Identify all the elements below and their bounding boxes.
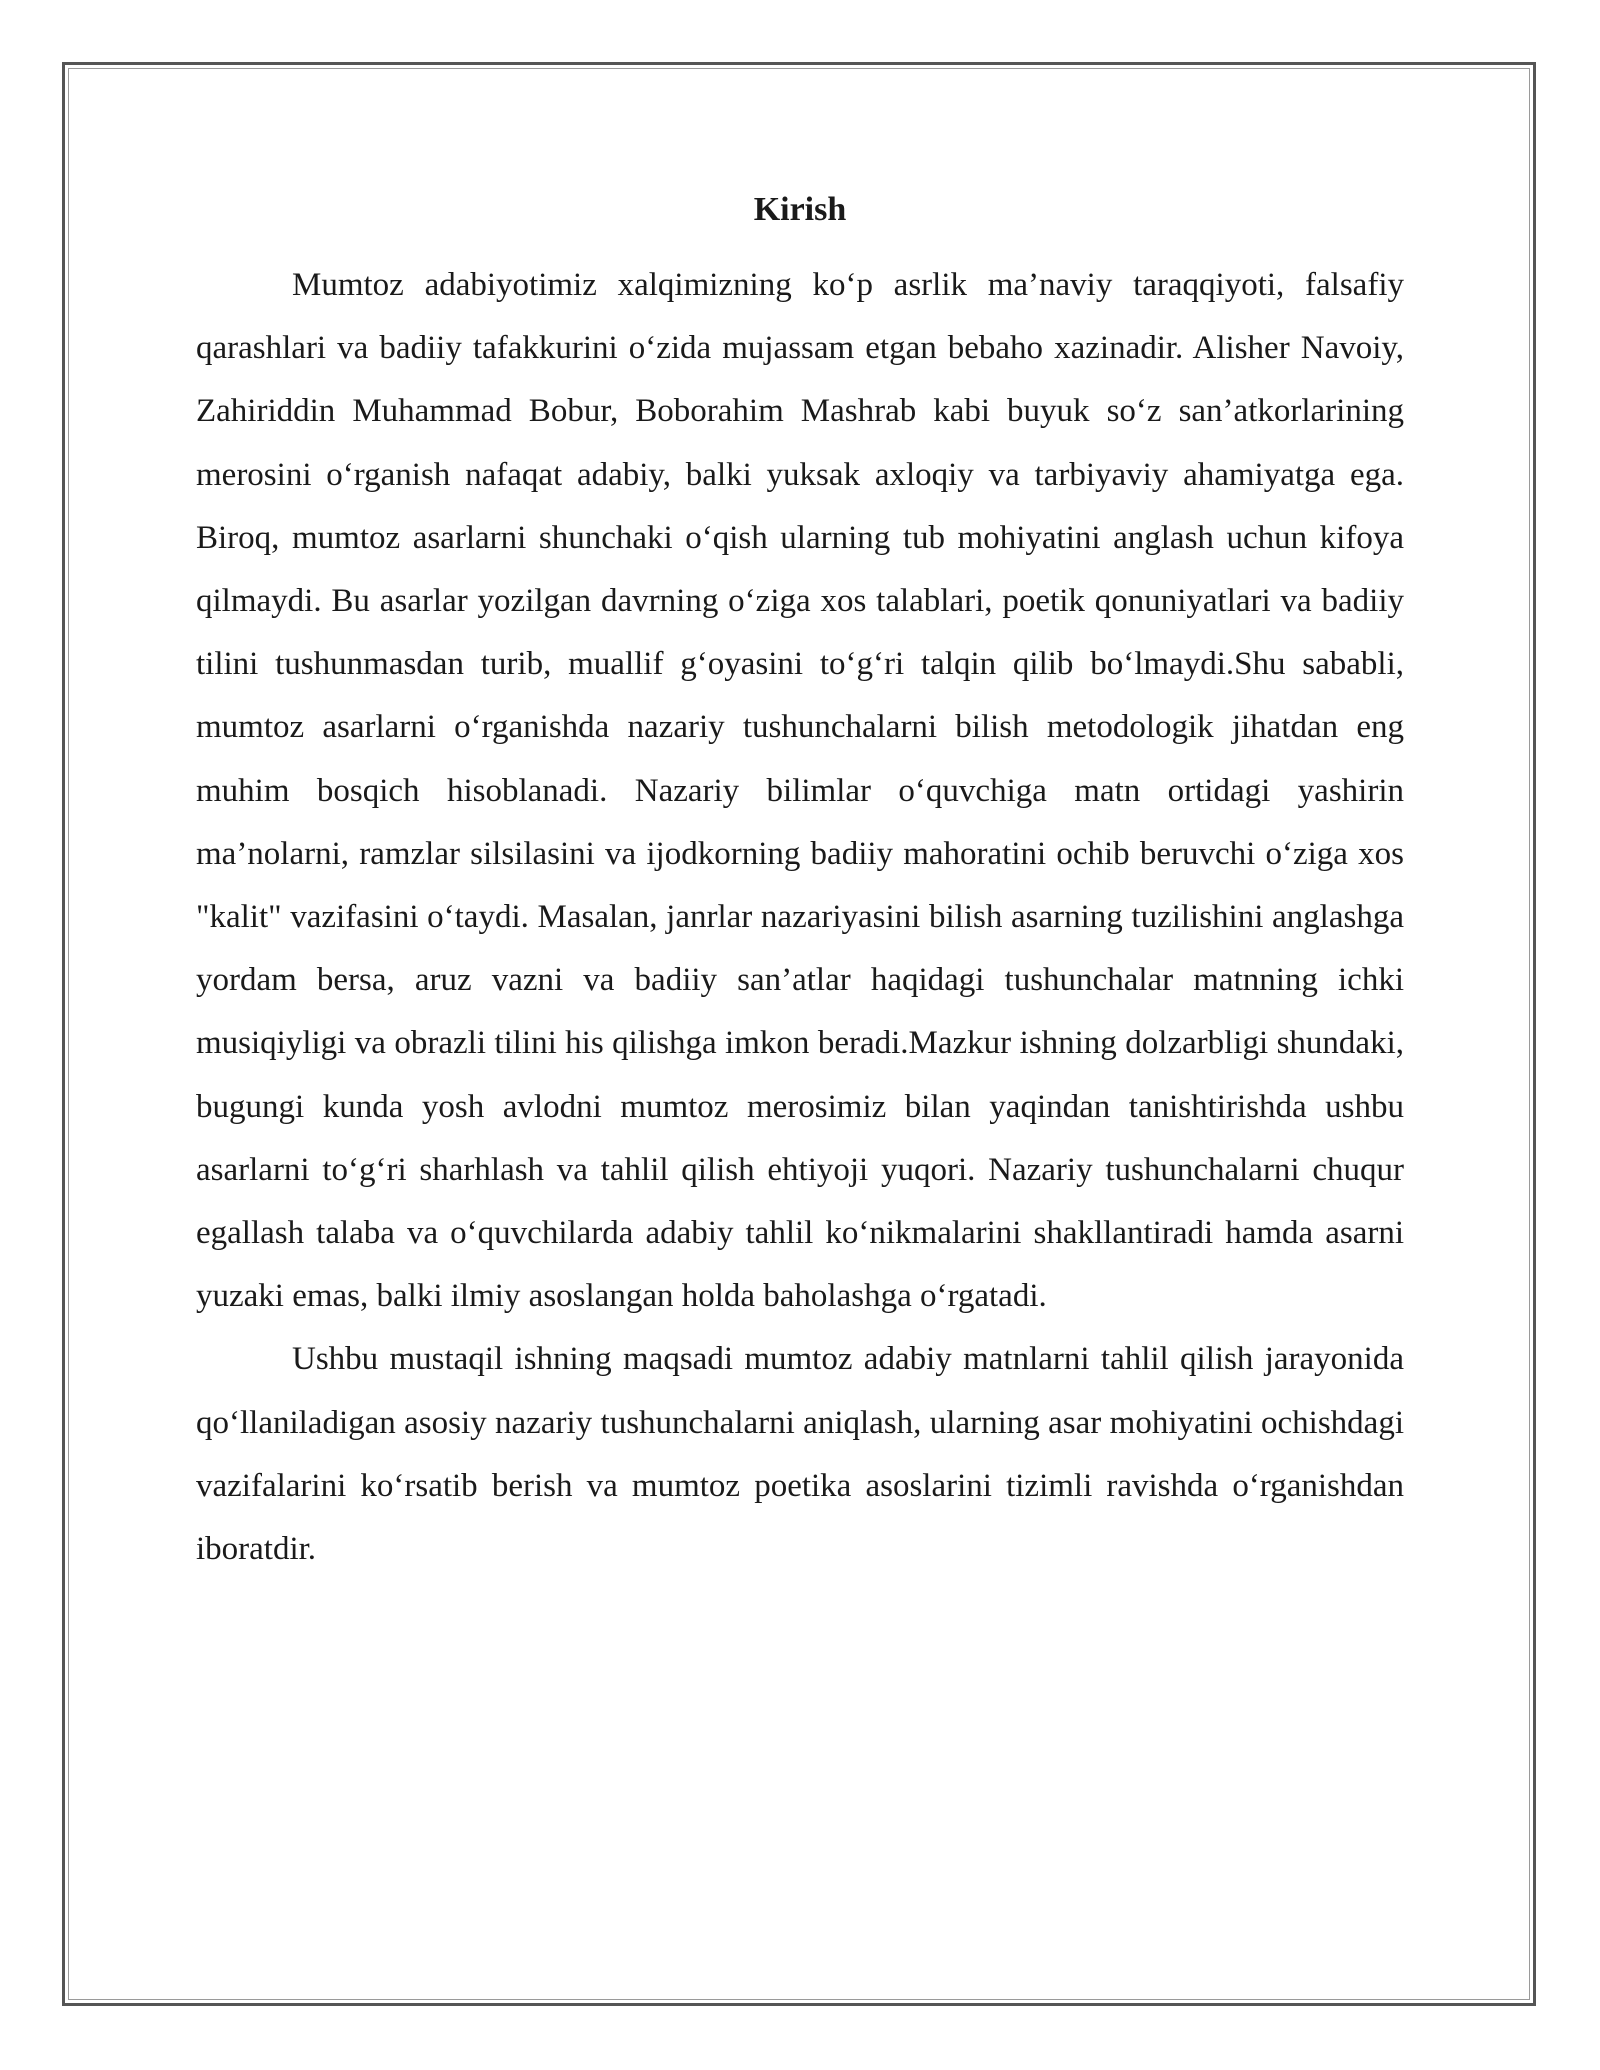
paragraph: Ushbu mustaqil ishning maqsadi mumtoz adabiy matnlarni tahlil qilish jarayonida qo‘llaniladigan asosiy nazariy tushunchalarni aniqlash, ularning asar mohiyatini ochishdagi vazifalarini ko‘rsatib berish va mumtoz poetika asoslarini tizimli ravishda o‘rganishdan iboratdir. xyxy=(196,1341,1404,1568)
document-title: Kirish xyxy=(753,191,847,228)
document-body xyxy=(196,178,1404,1581)
paragraph: Mumtoz adabiyotimiz xalqimizning ko‘p asrlik ma’naviy taraqqiyoti, falsafiy qarashlari va badiiy tafakkurini o‘zida mujassam etgan bebaho xazinadir. Alisher Navoiy, Zahiriddin Muhammad Bobur, Boborahim Mashrab kabi buyuk so‘z san’atkorlarining merosini o‘rganish nafaqat adabiy, balki yuksak axloqiy va tarbiyaviy ahamiyatga ega. Biroq, mumtoz asarlarni shunchaki o‘qish ularning tub mohiyatini anglash uchun kifoya qilmaydi. Bu asarlar yozilgan davrning o‘ziga xos talablari, poetik qonuniyatlari va badiiy tilini tushunmasdan turib, muallif g‘oyasini to‘g‘ri talqin qilib bo‘lmaydi.Shu sababli, mumtoz asarlarni o‘rganishda nazariy tushunchalarni bilish metodologik jihatdan eng muhim bosqich hisoblanadi. Nazariy bilimlar o‘quvchiga matn ortidagi yashirin ma’nolarni, ramzlar silsilasini va ijodkorning badiiy mahoratini ochib beruvchi o‘ziga xos "kalit" vazifasini o‘taydi. Masalan, janrlar nazariyasini bilish asarning tuzilishini anglashga yordam bersa, aruz vazni va badiiy san’atlar haqidagi tushunchalar matnning ichki musiqiyligi va obrazli tilini his qilishga imkon beradi.Mazkur ishning dolzarbligi shundaki, bugungi kunda yosh avlodni mumtoz merosimiz bilan yaqindan tanishtirishda ushbu asarlarni to‘g‘ri sharhlash va tahlil qilish ehtiyoji yuqori. Nazariy tushunchalarni chuqur egallash talaba va o‘quvchilarda adabiy tahlil ko‘nikmalarini shakllantiradi hamda asarni yuzaki emas, balki ilmiy asoslangan holda baholashga o‘rgatadi. xyxy=(196,267,1404,1315)
